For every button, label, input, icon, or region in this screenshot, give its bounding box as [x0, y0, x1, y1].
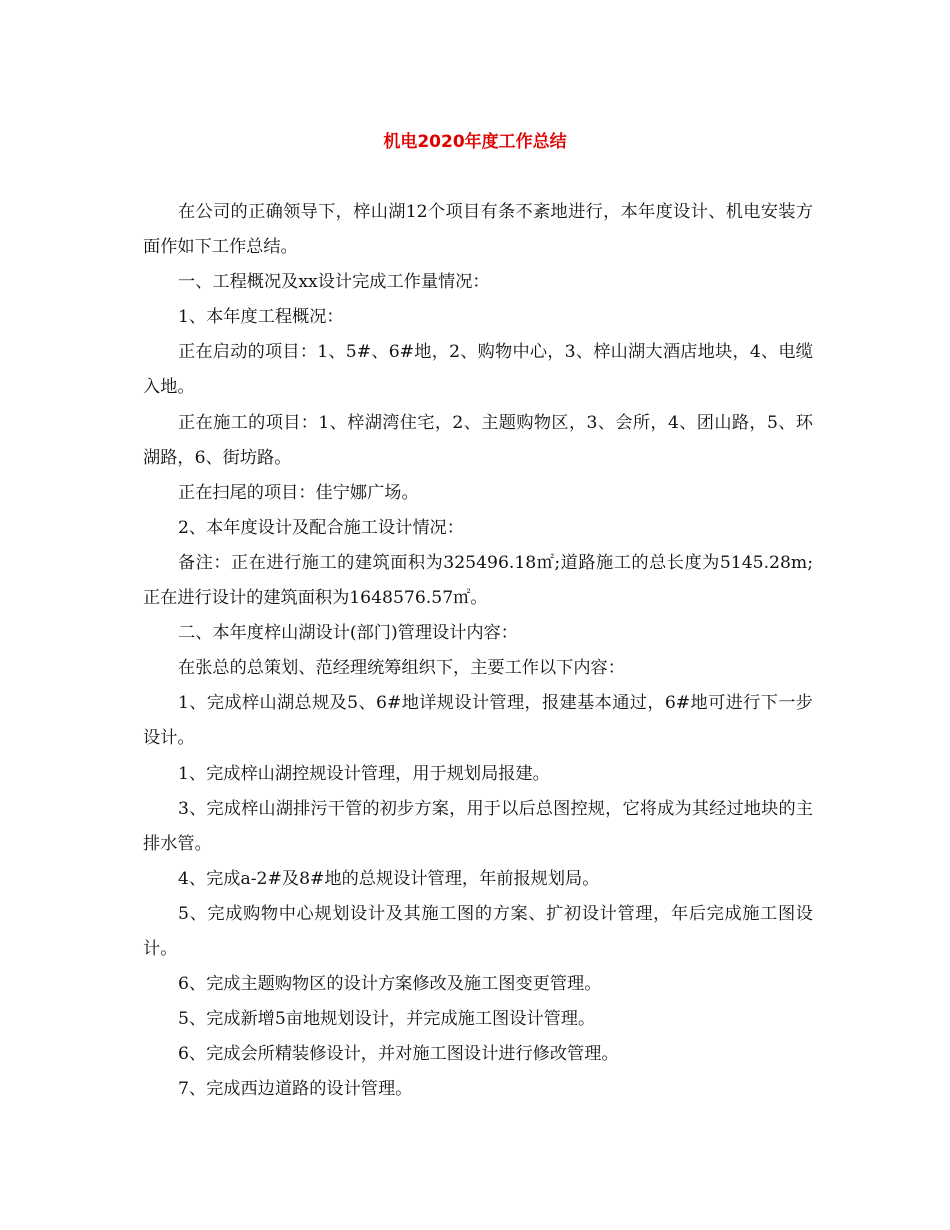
paragraph: 在公司的正确领导下，梓山湖12个项目有条不紊地进行，本年度设计、机电安装方面作如下工作总结。 [143, 202, 813, 258]
paragraph: 2、本年度设计及配合施工设计情况： [178, 517, 464, 538]
document-body [143, 195, 813, 1107]
paragraph: 1、本年度工程概况： [178, 307, 344, 328]
paragraph: 在张总的总策划、范经理统筹组织下，主要工作以下内容： [178, 658, 625, 679]
paragraph: 3、完成梓山湖排污干管的初步方案，用于以后总图控规，它将成为其经过地块的主排水管。 [143, 798, 813, 854]
paragraph: 正在启动的项目：1、5#、6#地，2、购物中心，3、梓山湖大酒店地块，4、电缆入地。 [143, 342, 813, 398]
paragraph: 正在扫尾的项目：佳宁娜广场。 [178, 482, 419, 503]
paragraph: 二、本年度梓山湖设计(部门)管理设计内容： [178, 623, 518, 644]
paragraph: 正在施工的项目：1、梓湖湾住宅，2、主题购物区，3、会所，4、团山路，5、环湖路，6、街坊路。 [143, 412, 813, 468]
paragraph: 1、完成梓山湖总规及5、6#地详规设计管理，报建基本通过，6#地可进行下一步设计。 [143, 693, 813, 749]
paragraph: 1、完成梓山湖控规设计管理，用于规划局报建。 [178, 763, 550, 784]
paragraph: 4、完成a-2#及8#地的总规设计管理，年前报规划局。 [178, 868, 600, 889]
paragraph: 7、完成西边道路的设计管理。 [178, 1079, 413, 1100]
paragraph: 6、完成主题购物区的设计方案修改及施工图变更管理。 [178, 974, 602, 995]
document-title: 机电2020年度工作总结 [383, 132, 567, 152]
paragraph: 5、完成购物中心规划设计及其施工图的方案、扩初设计管理，年后完成施工图设计。 [143, 903, 813, 959]
paragraph: 备注：正在进行施工的建筑面积为325496.18㎡;道路施工的总长度为5145.28m;正在进行设计的建筑面积为1648576.57㎡。 [143, 552, 813, 609]
paragraph: 一、工程概况及xx设计完成工作量情况： [178, 272, 490, 293]
paragraph: 6、完成会所精装修设计，并对施工图设计进行修改管理。 [178, 1044, 619, 1065]
paragraph: 5、完成新增5亩地规划设计，并完成施工图设计管理。 [178, 1009, 596, 1030]
